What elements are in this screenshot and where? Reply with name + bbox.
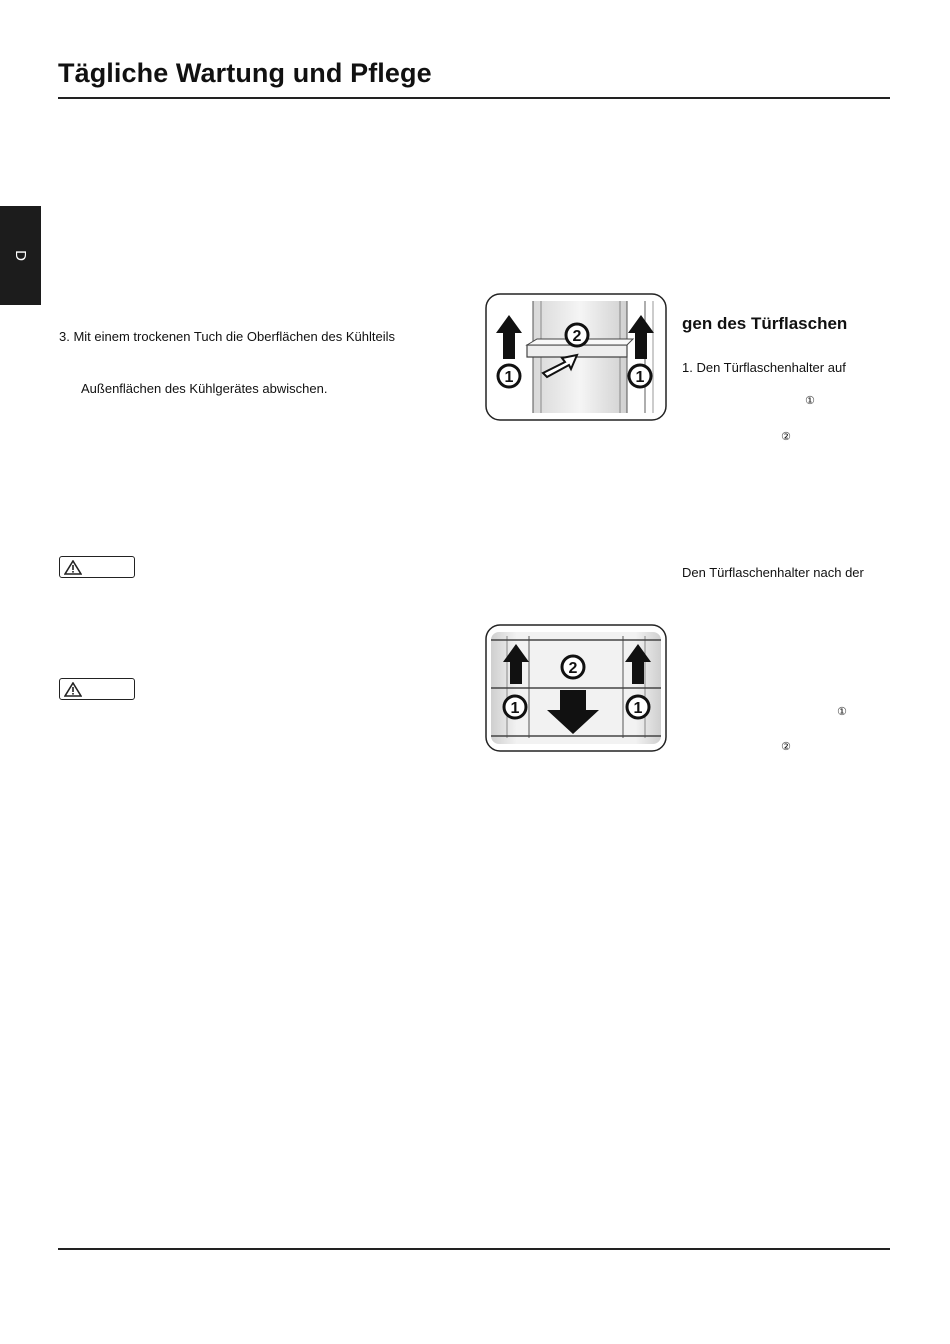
install-holder-illustration: [485, 624, 667, 752]
section-heading: gen des Türflaschen: [682, 314, 848, 333]
marker-2: ②: [781, 431, 791, 443]
warning-triangle-icon: [64, 682, 82, 697]
badge-left: 1: [510, 700, 520, 717]
language-tab-label: D: [12, 250, 29, 261]
marker-2b: ②: [781, 741, 791, 753]
step-3-line-1: 3. Mit einem trockenen Tuch die Oberflächen des Kühlteils: [59, 329, 396, 344]
title-rule: [58, 97, 890, 99]
page-title: Tägliche Wartung und Pflege: [58, 58, 432, 88]
marker-1: ①: [805, 395, 815, 407]
badge-right: 1: [633, 700, 643, 717]
badge-center: 2: [568, 660, 578, 677]
warning-badge-2: [59, 678, 135, 700]
refit-text: Den Türflaschenhalter nach der: [682, 565, 864, 580]
badge-left: 1: [504, 369, 514, 386]
remove-holder-illustration: [485, 293, 667, 421]
warning-triangle-icon: [64, 560, 82, 575]
step-1-text: 1. Den Türflaschenhalter auf: [682, 360, 846, 375]
footer-rule: [58, 1248, 890, 1250]
warning-badge-1: [59, 556, 135, 578]
marker-1b: ①: [837, 706, 847, 718]
step-3-line-2: Außenflächen des Kühlgerätes abwischen.: [81, 381, 328, 396]
badge-center: 2: [572, 328, 582, 345]
language-tab: [0, 206, 41, 305]
badge-right: 1: [635, 369, 645, 386]
